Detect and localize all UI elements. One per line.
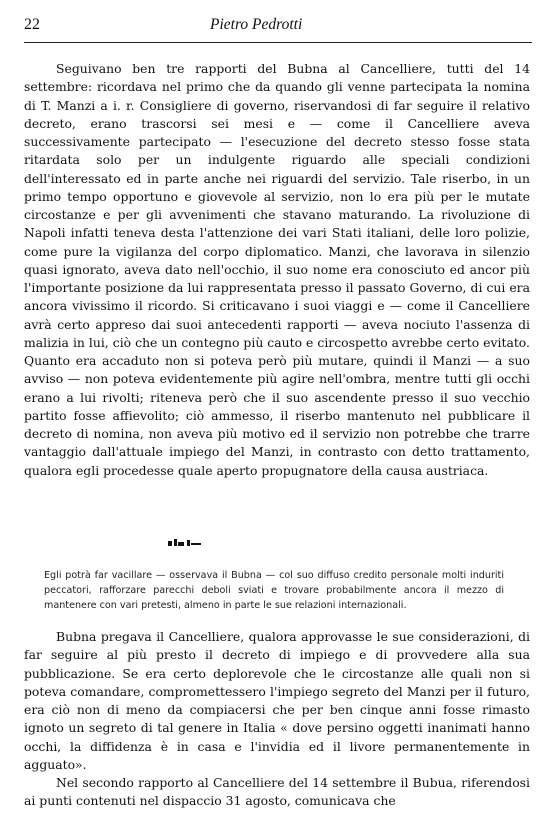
page-number: 22 — [24, 16, 40, 33]
paragraph-3: Nel secondo rapporto al Cancelliere del 14 settembre il Bubua, riferendosi ai punti contenuti nel dispaccio 31 agosto, comunicava che — [24, 775, 530, 809]
running-head: Pietro Pedrotti — [210, 16, 303, 33]
paragraph-1: Seguivano ben tre rapporti del Bubna al Cancelliere, tutti del 14 settembre: ricordava nel primo che da quando gli venne partecipata la nomina di T. Manzi a i. r. Consigliere di governo, riservandosi di far seguire il relativo decreto, erano trascorsi sei mesi e — come il Cancelliere aveva successivamente partecipato — l'esecuzione del decreto stesso fosse stata ritardata solo per un indulgente riguardo alle speciali condizioni dell'interessato ed in parte anche nei riguardi del servizio. Tale riserbo, in un primo tempo opportuno e giovevole al servizio, non lo era più per le mutate circostanze e per gli avvenimenti che stavano maturando. La rivoluzione di Napoli infatti teneva desta l'attenzione dei vari Stati italiani, delle loro polizie, come pure la vigilanza del corpo diplomatico. Manzi, che lavorava in silenzio quasi ignorato, aveva dato nell'occhio, il suo nome era conosciuto ed ancor più l'importante posizione da lui rappresentata presso il passato Governo, di cui era ancora vivissimo il ricordo. Si criticavano i suoi viaggi e — come il Cancelliere avrà certo appreso dai suoi antecedenti rapporti — aveva nociuto l'assenza di malizia in lui, ciò che un contegno più cauto e circospetto avrebbe certo evitato. Quanto era accaduto non si poteva però più mutare, quindi il Manzi — a suo avviso — non poteva evidentemente più agire nell'ombra, mentre tutti gli occhi erano a lui rivolti; riteneva però che il suo ascendente presso il suo vecchio partito fosse affievolito; ciò ammesso, il riserbo mantenuto nel pubblicare il decreto di nomina, non aveva più motivo ed il servizio non potrebbe che trarre vantaggio dall'attuale impiego del Manzi, in contrasto con detto trattamento, qualora egli procedesse quale aperto propugnatore della causa austriaca. — [24, 61, 530, 478]
paragraph-2: Bubna pregava il Cancelliere, qualora approvasse le sue considerazioni, di far seguire al più presto il decreto di impiego e di provvedere alla sua pubblicazione. Se era certo deplorevole che le circostanze alle quali non si poteva comandare, compromettessero l'impiego segreto del Manzi per il futuro, era ciò non di meno da compiacersi che per ben cinque anni fosse rimasto ignoto un segreto di tal genere in Italia « dove persino oggetti inanimati hanno occhi, la diffidenza è in casa e l'invidia ed il livore permanentemente in agguato». — [24, 629, 530, 772]
ink-smudge — [168, 539, 208, 547]
footnote: Egli potrà far vacillare — osservava il Bubna — col suo diffuso credito personale molti induriti peccatori, rafforzare parecchi deboli sviati e trovare probabilmente ancora il mezzo di mantenere con vari pretesti, almeno in parte le sue relazioni internazionali. — [44, 570, 504, 611]
header-rule — [24, 42, 532, 43]
